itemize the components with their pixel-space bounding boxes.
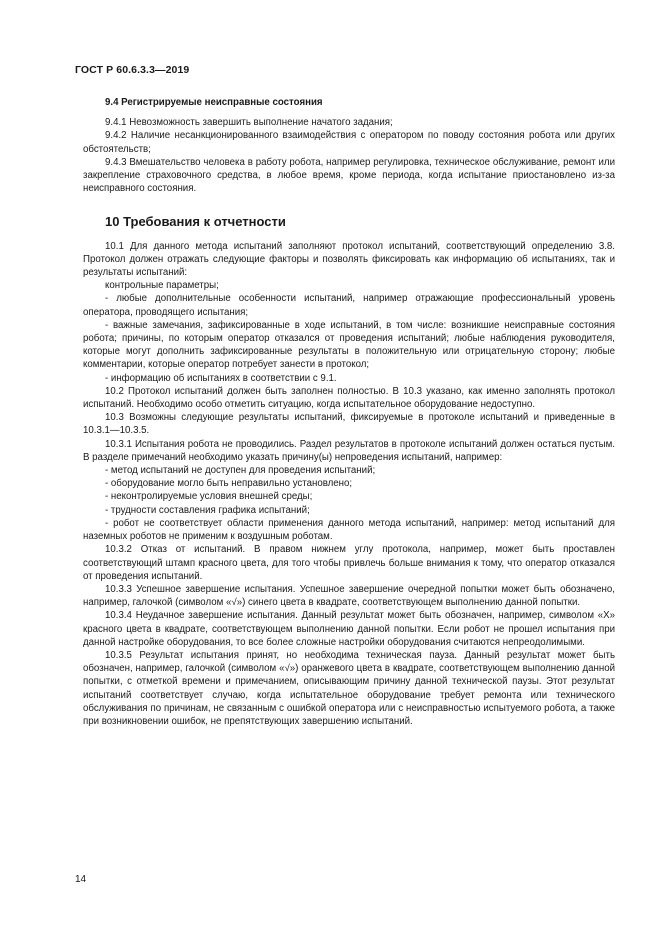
section-10-heading: 10 Требования к отчетности	[105, 214, 286, 230]
paragraph-10-3-2: 10.3.2 Отказ от испытаний. В правом нижнем углу протокола, например, может быть проставлен соответствующий штамп красного цвета, для того чтобы привлечь больше внимания к тому, что оператор отказался от проведения испытаний.	[83, 544, 615, 582]
page-number: 14	[75, 874, 87, 885]
paragraph-10-2: 10.2 Протокол испытаний должен быть заполнен полностью. В 10.3 указано, как именно заполнять протокол испытаний. Необходимо особо отметить ситуацию, когда испытательное оборудование недоступно.	[83, 385, 615, 411]
paragraph-10-3-1: 10.3.1 Испытания робота не проводились. Раздел результатов в протоколе испытаний должен остаться пустым. В разделе примечаний необходимо указать причину(ы) непроведения испытаний, например:	[83, 438, 615, 463]
paragraph-9-4-1: 9.4.1 Невозможность завершить выполнение начатого задания;	[105, 117, 393, 129]
list-item: - робот не соответствует области применения данного метода испытаний, например: метод испытаний для наземных роботов не применим к воздушным роботам.	[83, 517, 615, 543]
list-item: - неконтролируемые условия внешней среды;	[105, 491, 313, 503]
page-content	[83, 96, 615, 728]
list-item: - оборудование могло быть неправильно установлено;	[105, 478, 353, 490]
list-item: - метод испытаний не доступен для проведения испытаний;	[105, 465, 376, 477]
paragraph-10-3-5: 10.3.5 Результат испытания принят, но необходима техническая пауза. Данный результат может быть обозначен, например, галочкой (символом «√») оранжевого цвета в квадрате, соответствующем выполнению данной попытки, с отметкой времени и примечанием, описывающим причину данной технической паузы. Этот результат испытаний соответствует случаю, когда испытательное оборудование требует ремонта или технического обслуживания по причинам, не связанным с ошибкой оператора или с неисправностью испытуемого робота, а также при возникновении ошибок, не препятствующих завершению испытаний.	[83, 649, 615, 727]
paragraph-10-1: 10.1 Для данного метода испытаний заполняют протокол испытаний, соответствующий определению 3.8. Протокол должен отражать следующие факторы и позволять фиксировать как информацию об испытаниях, так и результаты испытаний:	[83, 240, 615, 279]
document-code: ГОСТ Р 60.6.3.3—2019	[75, 64, 190, 76]
list-item: - любые дополнительные особенности испытаний, например отражающие профессиональный уровень оператора, проводящего испытания;	[83, 293, 615, 318]
paragraph-9-4-3: 9.4.3 Вмешательство человека в работу робота, например регулировка, техническое обслуживание, ремонт или закрепление страховочного средства, в любое время, кроме периода, когда испытание приостановлено из-за неисправного состояния.	[83, 156, 615, 195]
list-item: - информацию об испытаниях в соответствии с 9.1.	[105, 372, 337, 384]
section-9-4-heading: 9.4 Регистрируемые неисправные состояния	[105, 97, 323, 108]
paragraph-10-3: 10.3 Возможны следующие результаты испытаний, фиксируемые в протоколе испытаний и приведенные в 10.3.1—10.3.5.	[83, 412, 615, 437]
paragraph-10-3-3: 10.3.3 Успешное завершение испытания. Успешное завершение очередной попытки может быть обозначено, например, галочкой (символом «√») синего цвета в квадрате, соответствующем выполнению данной попытки.	[83, 583, 615, 609]
list-item: - трудности составления графика испытаний;	[105, 504, 310, 516]
paragraph-9-4-2: 9.4.2 Наличие несанкционированного взаимодействия с оператором по поводу состояния робота или других обстоятельств;	[83, 130, 615, 155]
list-item: контрольные параметры;	[105, 280, 219, 292]
paragraph-10-3-4: 10.3.4 Неудачное завершение испытания. Данный результат может быть обозначен, например, символом «X» красного цвета в квадрате, соответствующем выполнению данной попытки. Если робот не прошел испытания при данной настройке оборудования, то все более сложные настройки оборудования считаются непреодолимыми.	[83, 610, 615, 648]
list-item: - важные замечания, зафиксированные в ходе испытаний, в том числе: возникшие неисправные состояния робота; причины, по которым оператор отказался от проведения испытаний; любые наблюдения руководителя, которые могут дополнить зафиксированные результаты в положительную или отрицательную сторону; любые комментарии, которые оператор потребует занести в протокол;	[83, 319, 615, 371]
